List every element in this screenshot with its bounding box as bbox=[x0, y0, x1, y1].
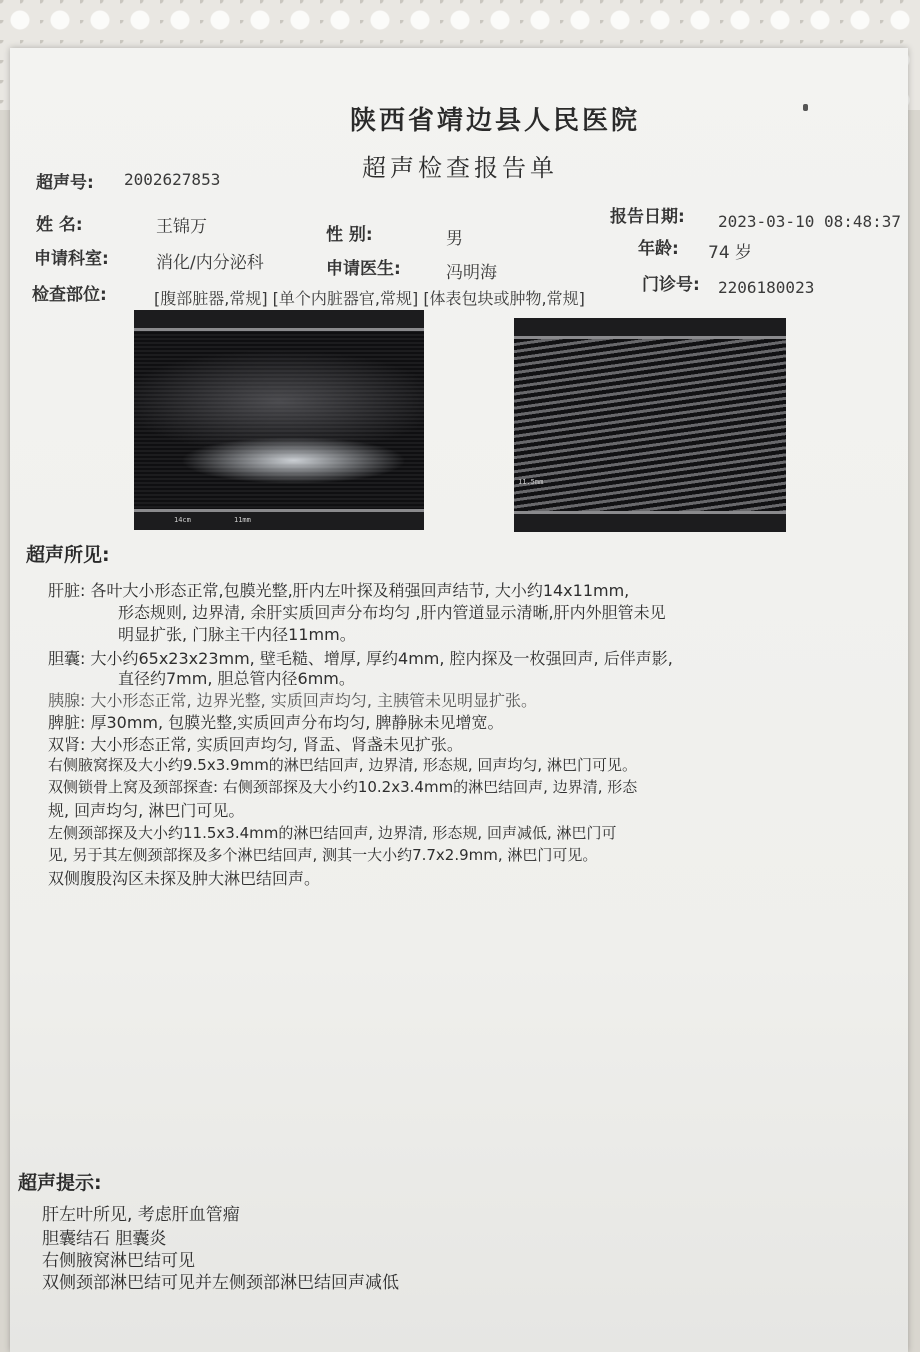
dept: 消化/内分泌科 bbox=[156, 253, 264, 273]
name-label: 姓 名: bbox=[36, 215, 83, 235]
finding-line: 脾脏: 厚30mm, 包膜光整,实质回声分布均匀, 脾静脉未见增宽。 bbox=[48, 713, 504, 732]
conclusion-line: 肝左叶所见, 考虑肝血管瘤 bbox=[42, 1205, 240, 1225]
finding-line: 双侧腹股沟区未探及肿大淋巴结回声。 bbox=[48, 869, 321, 888]
finding-line: 规, 回声均匀, 淋巴门可见。 bbox=[48, 801, 245, 820]
conclusion-line: 双侧颈部淋巴结可见并左侧颈部淋巴结回声减低 bbox=[42, 1273, 399, 1293]
ink-dot bbox=[803, 104, 808, 111]
report-sheet bbox=[10, 48, 908, 1352]
measure-left: 11mm bbox=[234, 516, 251, 524]
finding-line: 双肾: 大小形态正常, 实质回声均匀, 肾盂、肾盏未见扩张。 bbox=[48, 735, 463, 754]
report-date: 2023-03-10 08:48:37 bbox=[718, 212, 902, 231]
top-bar bbox=[514, 336, 786, 339]
conclusion-title: 超声提示: bbox=[18, 1172, 102, 1194]
finding-line: 明显扩张, 门脉主干内径11mm。 bbox=[118, 625, 356, 644]
bottom-bar bbox=[134, 509, 424, 512]
finding-line: 右侧腋窝探及大小约9.5x3.9mm的淋巴结回声, 边界清, 形态规, 回声均匀, 淋巴门可见。 bbox=[48, 756, 637, 774]
finding-line: 见, 另于其左侧颈部探及多个淋巴结回声, 测其一大小约7.7x2.9mm, 淋巴门可见。 bbox=[48, 846, 598, 864]
bottom-bar bbox=[514, 511, 786, 514]
sex-label: 性 别: bbox=[326, 225, 373, 245]
dept-label: 申请科室: bbox=[34, 249, 109, 269]
exam-no: 2002627853 bbox=[124, 170, 221, 189]
report-title: 超声检查报告单 bbox=[362, 154, 558, 182]
finding-line: 胆囊: 大小约65x23x23mm, 壁毛糙、增厚, 厚约4mm, 腔内探及一枚强回声, 后伴声影, bbox=[48, 649, 673, 668]
age-label: 年龄: bbox=[638, 239, 679, 259]
site-label: 检查部位: bbox=[32, 285, 107, 305]
doctor-label: 申请医生: bbox=[326, 259, 401, 279]
finding-line: 双侧锁骨上窝及颈部探查: 右侧颈部探及大小约10.2x3.4mm的淋巴结回声, 边界清, 形态 bbox=[48, 778, 638, 796]
conclusion-line: 胆囊结石 胆囊炎 bbox=[42, 1229, 167, 1249]
report-date-label: 报告日期: bbox=[610, 207, 685, 227]
ultrasound-image-left bbox=[134, 310, 424, 530]
scan-area bbox=[134, 328, 424, 512]
finding-line: 直径约7mm, 胆总管内径6mm。 bbox=[118, 669, 355, 688]
patient-sex: 男 bbox=[446, 229, 463, 249]
ultrasound-image-right bbox=[514, 318, 786, 532]
exam-site: [腹部脏器,常规] [单个内脏器官,常规] [体表包块或肿物,常规] bbox=[154, 289, 585, 308]
depth-label: 14cm bbox=[174, 516, 191, 524]
finding-line: 胰腺: 大小形态正常, 边界光整, 实质回声均匀, 主胰管未见明显扩张。 bbox=[48, 691, 537, 710]
conclusion-line: 右侧腋窝淋巴结可见 bbox=[42, 1251, 195, 1271]
hospital-name: 陕西省靖边县人民医院 bbox=[350, 106, 641, 136]
finding-line: 肝脏: 各叶大小形态正常,包膜光整,肝内左叶探及稍强回声结节, 大小约14x11mm, bbox=[48, 581, 630, 600]
finding-line: 形态规则, 边界清, 余肝实质回声分布均匀 ,肝内管道显示清晰,肝内外胆管未见 bbox=[118, 603, 666, 622]
patient-age: 74 岁 bbox=[708, 243, 753, 263]
findings-title: 超声所见: bbox=[26, 544, 110, 566]
finding-line: 左侧颈部探及大小约11.5x3.4mm的淋巴结回声, 边界清, 形态规, 回声减低, 淋巴门可 bbox=[48, 824, 617, 842]
patient-name: 王锦万 bbox=[156, 217, 207, 237]
exam-no-label: 超声号: bbox=[36, 173, 94, 193]
scan-area bbox=[514, 336, 786, 514]
outpatient-no: 2206180023 bbox=[718, 278, 815, 297]
top-bar bbox=[134, 328, 424, 331]
doctor: 冯明海 bbox=[446, 263, 497, 283]
outpatient-label: 门诊号: bbox=[642, 275, 700, 295]
measure-right: 11.5mm bbox=[518, 478, 544, 486]
